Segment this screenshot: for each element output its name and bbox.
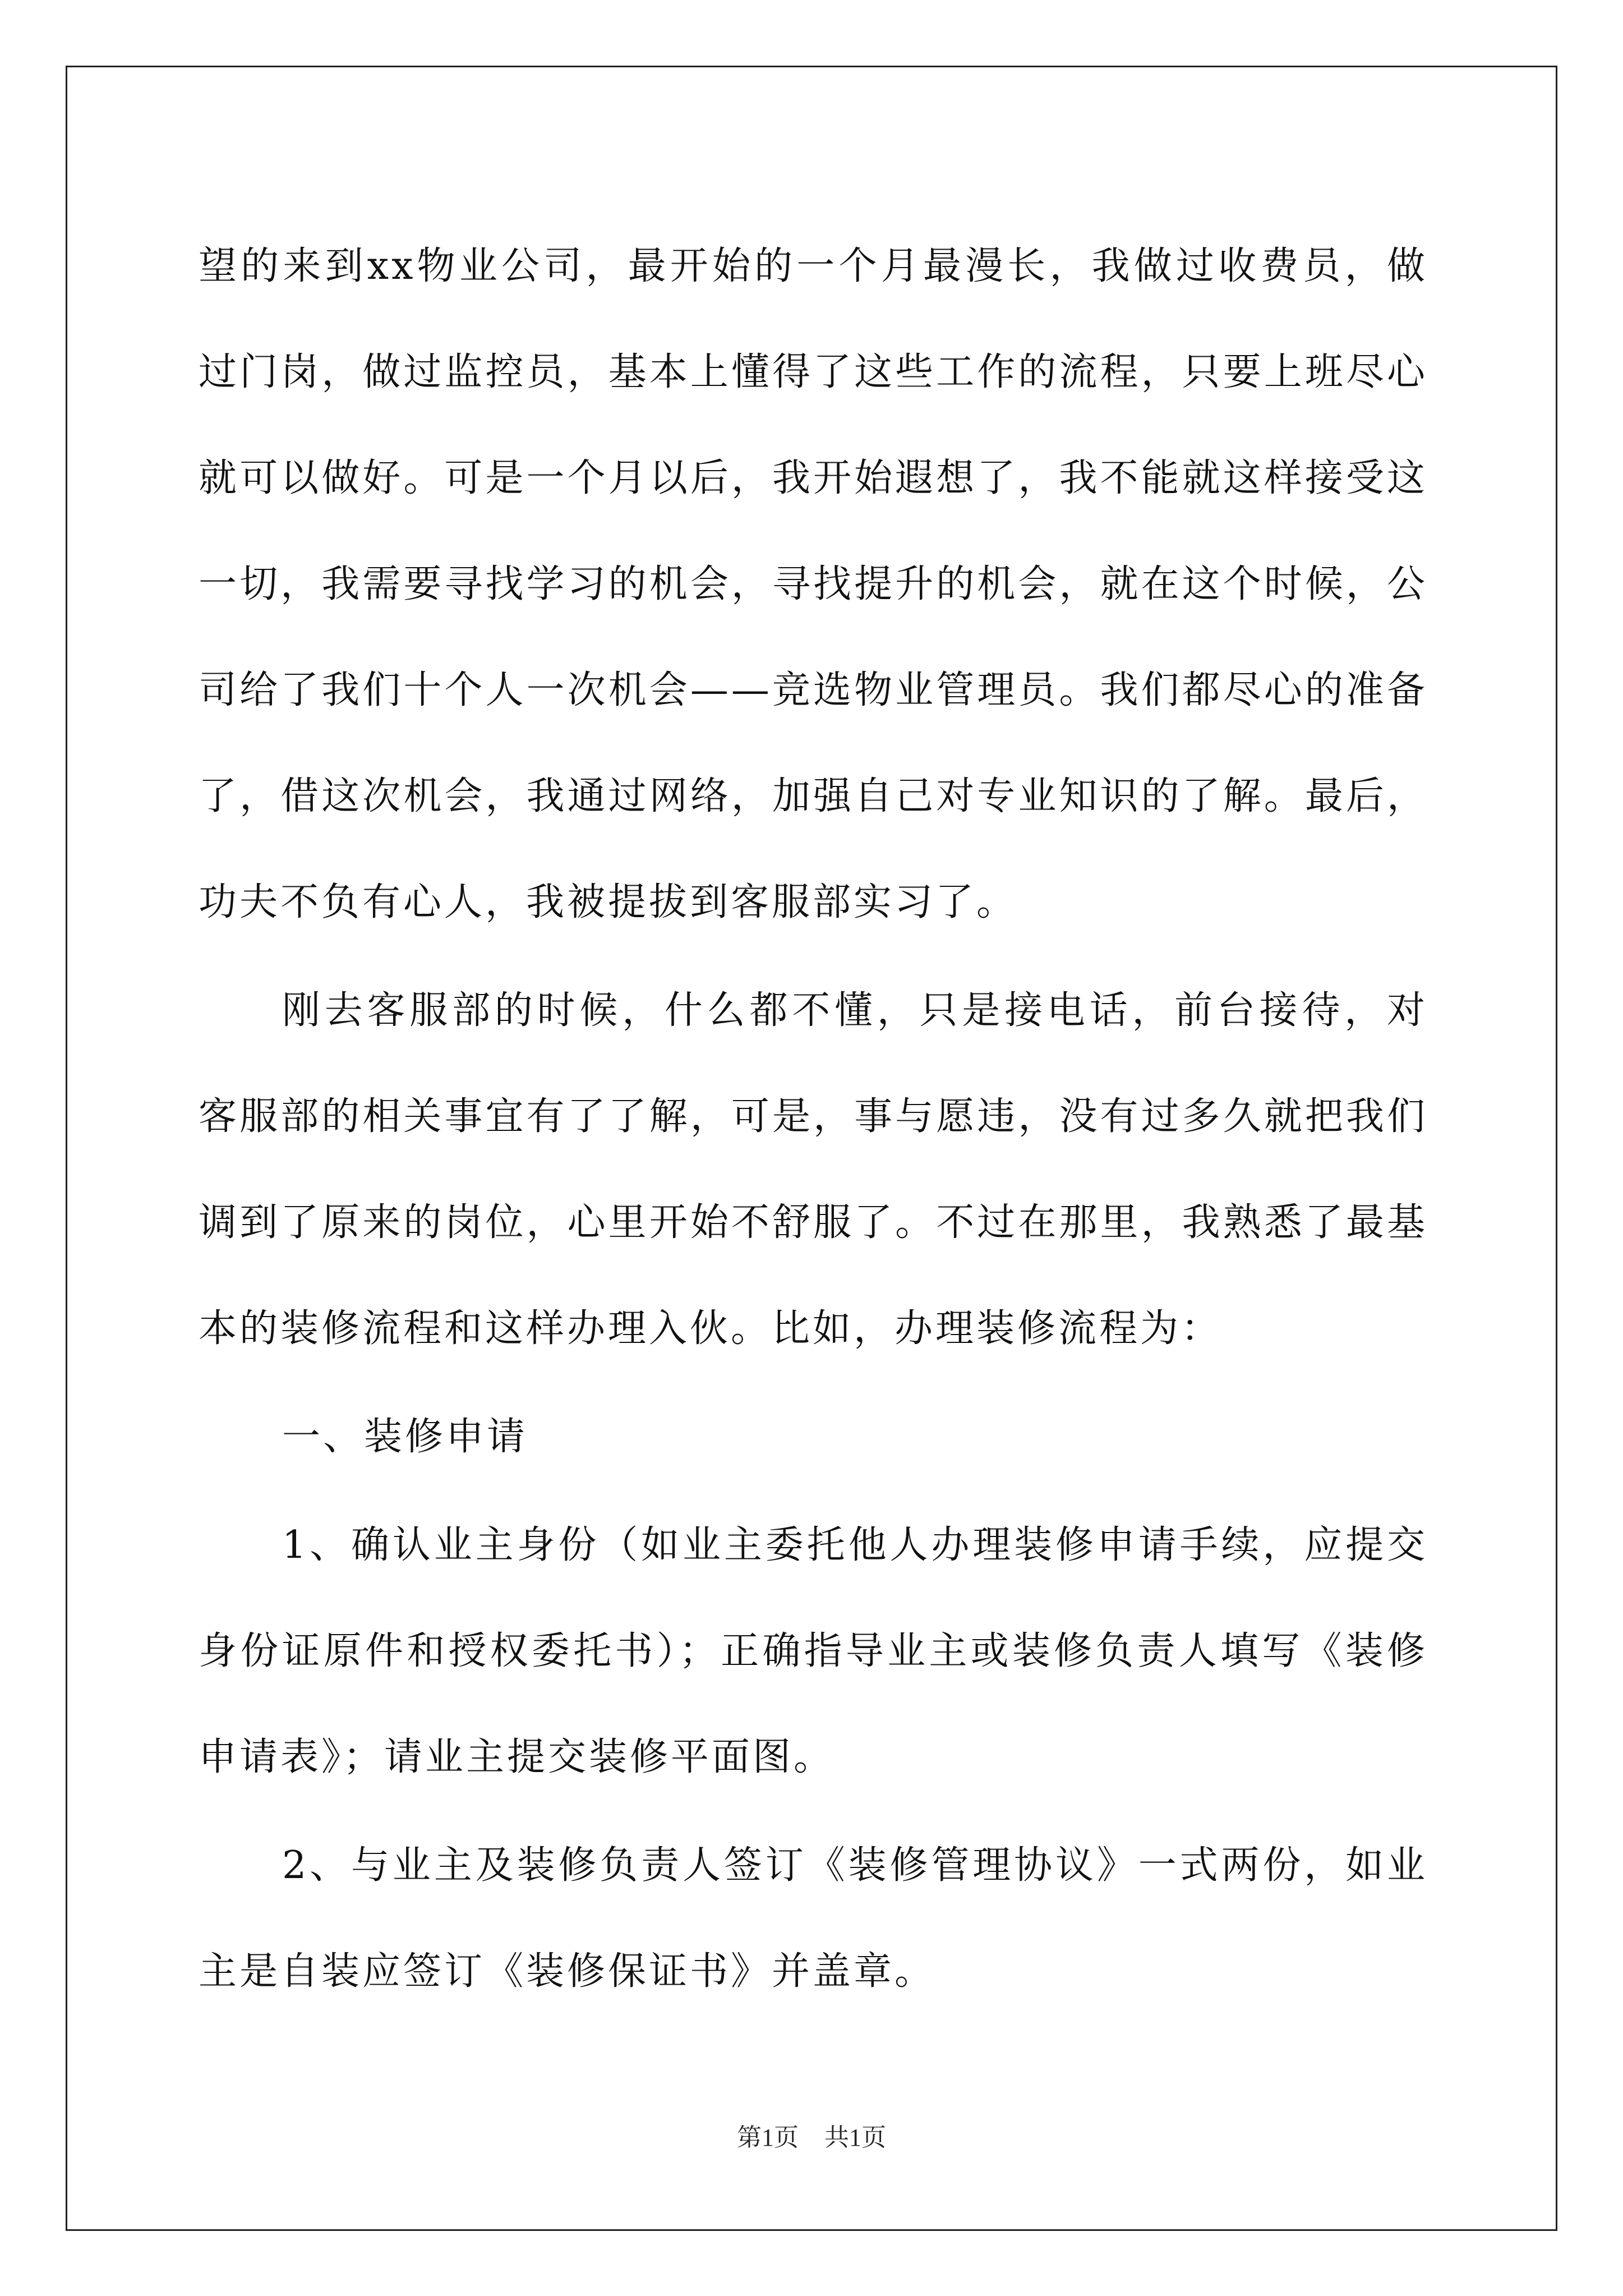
page-footer (0, 2121, 1623, 2155)
list-item-2: 2、与业主及装修负责人签订《装修管理协议》一式两份，如业主是自装应签订《装修保证书》并盖章。 (199, 1843, 1428, 1994)
page-total: 共1页 (824, 2124, 886, 2151)
paragraph-intro: 望的来到xx物业公司，最开始的一个月最漫长，我做过收费员，做过门岗，做过监控员，基本上懂得了这些工作的流程，只要上班尽心就可以做好。可是一个月以后，我开始遐想了，我不能就这样接受这一切，我需要寻找学习的机会，寻找提升的机会，就在这个时候，公司给了我们十个人一次机会——竞选物业管理员。我们都尽心的准备了，借这次机会，我通过网络，加强自己对专业知识的了解。最后，功夫不负有心人，我被提拔到客服部实习了。 (199, 244, 1428, 924)
page-number: 第1页 (737, 2124, 799, 2151)
list-item-1: 1、确认业主身份（如业主委托他人办理装修申请手续，应提交身份证原件和授权委托书）；正确指导业主或装修负责人填写《装修申请表》；请业主提交装修平面图。 (199, 1523, 1428, 1779)
paragraph-customer-service: 刚去客服部的时候，什么都不懂，只是接电话，前台接待，对客服部的相关事宜有了了解，可是，事与愿违，没有过多久就把我们调到了原来的岗位，心里开始不舒服了。不过在那里，我熟悉了最基本的装修流程和这样办理入伙。比如，办理装修流程为： (199, 988, 1428, 1351)
document-body (199, 213, 1428, 2024)
section-heading-decoration-application: 一、装修申请 (282, 1415, 528, 1459)
